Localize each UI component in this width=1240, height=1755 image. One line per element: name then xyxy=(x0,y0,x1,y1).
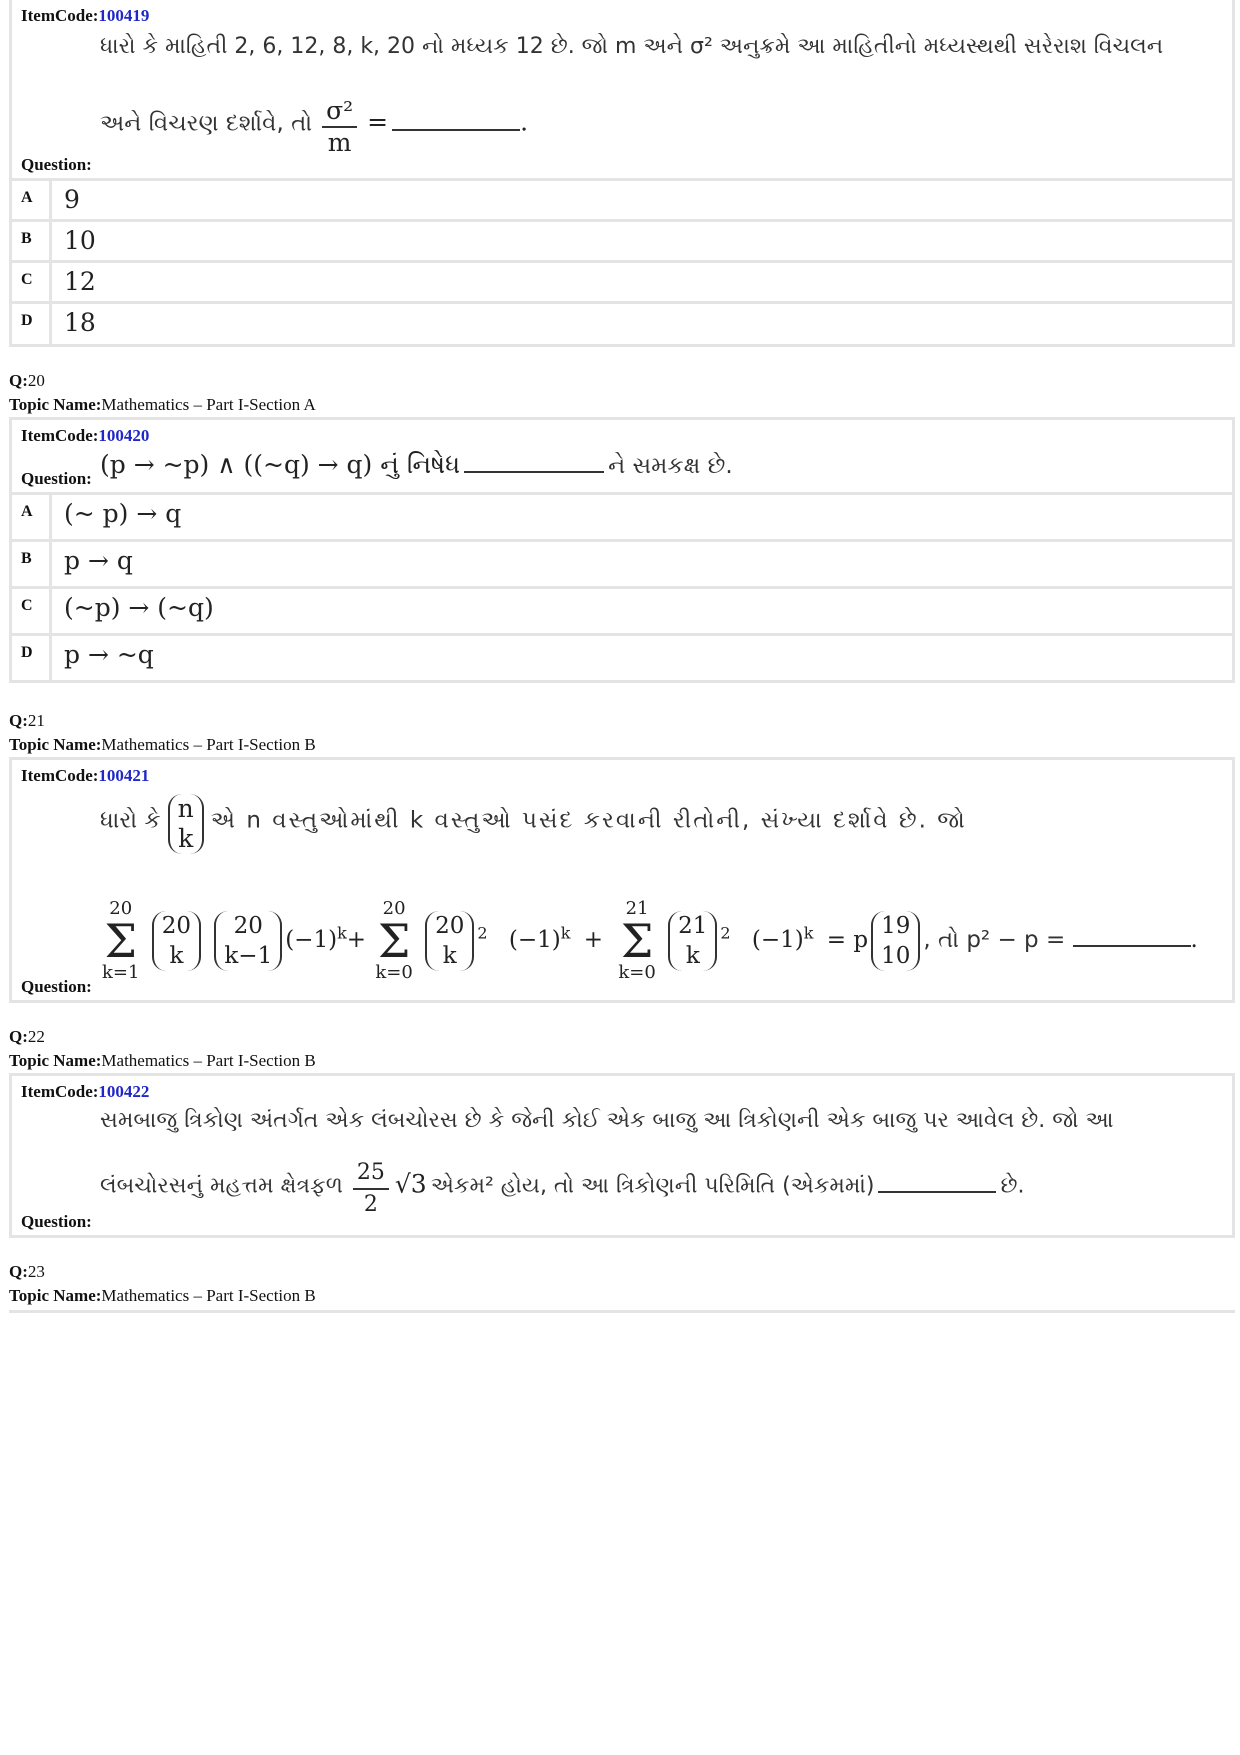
topic-name: Mathematics – Part I-Section B xyxy=(101,1051,316,1070)
option-value: (~ p) → q xyxy=(64,499,182,528)
question-text-part: લંબચોરસનું મહત્તમ ક્ષેત્રફળ xyxy=(100,1173,343,1199)
question-number: 22 xyxy=(27,1027,45,1046)
question-body xyxy=(12,1104,1232,1235)
fraction-numerator: 25 xyxy=(353,1158,389,1190)
question-number-label: Q: xyxy=(9,371,28,390)
topic-name: Mathematics – Part I-Section B xyxy=(101,1286,316,1305)
option-letter: C xyxy=(12,263,52,301)
option-letter: D xyxy=(12,304,52,344)
option-row[interactable] xyxy=(12,586,1232,633)
equals-sign: = xyxy=(367,107,389,137)
option-value: p → q xyxy=(64,546,133,575)
answer-blank xyxy=(878,1191,996,1193)
option-letter: A xyxy=(12,181,52,219)
question-label: Question: xyxy=(21,1212,92,1231)
option-letter: B xyxy=(12,222,52,260)
question-equation: 20 Σ k=1 20 k 20 k−1 $(-1)^k+$ 20 Σ k=0 20 k $^2$ $(-1)^k$ + 21 Σ k=0 21 k $^2$ $(-1)^k = p$ 19 10 , તો p² − p = . xyxy=(102,898,1198,983)
option-value: p → ~q xyxy=(64,640,154,669)
question-text-suffix: એ n વસ્તુઓમાંથી k વસ્તુઓ પસંદ કરવાની રીતોની, સંખ્યા દર્શાવે છે. જો xyxy=(210,807,967,834)
summation: 20 Σ k=0 xyxy=(375,898,413,983)
question-text xyxy=(100,450,733,480)
fraction xyxy=(353,1158,389,1220)
divider xyxy=(9,1310,1235,1313)
item-code-row xyxy=(12,760,1232,788)
question-text-prefix: ધારો કે xyxy=(100,807,161,834)
fraction xyxy=(322,96,357,158)
option-row[interactable] xyxy=(12,633,1232,680)
question-number: 21 xyxy=(27,711,45,730)
binomial: 19 10 xyxy=(871,911,920,971)
term: (−1) xyxy=(751,927,804,953)
item-code-label: ItemCode: xyxy=(21,766,99,785)
sqrt-term: √3 xyxy=(394,1169,427,1199)
item-code-label: ItemCode: xyxy=(21,426,99,445)
item-code-row xyxy=(12,1076,1232,1104)
summation: 20 Σ k=1 xyxy=(102,898,140,983)
term: (−1) xyxy=(285,927,338,953)
term: (−1) xyxy=(508,927,561,953)
option-letter: C xyxy=(12,589,52,633)
question-header-21 xyxy=(9,709,1235,757)
question-text-line2: અને વિચરણ દર્શાવે, તો $\frac{\text{σ²}}{m}$ = . xyxy=(100,96,529,157)
item-code-row xyxy=(12,0,1232,28)
question-header-22 xyxy=(9,1025,1235,1073)
binomial: 20 k xyxy=(152,911,201,971)
option-letter: D xyxy=(12,636,52,680)
item-code-label: ItemCode: xyxy=(21,1082,99,1101)
item-code-value: 100421 xyxy=(98,766,150,785)
item-code-row xyxy=(12,420,1232,448)
option-row[interactable] xyxy=(12,178,1232,219)
topic-label: Topic Name: xyxy=(9,395,102,414)
question-text-line1 xyxy=(100,794,967,854)
fraction-denominator: m xyxy=(327,128,352,157)
question-text-line1: સમબાજુ ત્રિકોણ અંતર્ગત એક લંબચોરસ છે કે જેની કોઈ એક બાજુ આ ત્રિકોણની એક બાજુ પર આવેલ છે. જો આ xyxy=(100,1108,1114,1133)
question-header-23 xyxy=(9,1260,1235,1308)
item-code-value: 100419 xyxy=(98,6,150,25)
question-body xyxy=(12,788,1232,1000)
question-tail: , તો p² − p = xyxy=(923,927,1066,953)
binomial: 20 k xyxy=(425,911,474,971)
binomial: 21 k xyxy=(668,911,717,971)
topic-label: Topic Name: xyxy=(9,1051,102,1070)
page xyxy=(9,0,1235,1313)
question-label: Question: xyxy=(21,977,92,996)
question-body xyxy=(12,28,1232,178)
question-card-22 xyxy=(9,1073,1235,1238)
fraction-denominator: 2 xyxy=(363,1192,378,1217)
answer-blank xyxy=(392,129,520,131)
question-expression: (p → ~p) ∧ ((~q) → q) નું નિષેધ xyxy=(100,450,461,479)
answer-blank xyxy=(464,471,604,473)
question-number: 23 xyxy=(27,1262,45,1281)
question-card-20 xyxy=(9,417,1235,683)
question-header-20 xyxy=(9,369,1235,417)
option-value: 18 xyxy=(64,308,96,337)
binomial: 20 k−1 xyxy=(214,911,282,971)
item-code-value: 100420 xyxy=(98,426,150,445)
option-value: (~p) → (~q) xyxy=(64,593,214,622)
topic-name: Mathematics – Part I-Section B xyxy=(101,735,316,754)
option-row[interactable] xyxy=(12,260,1232,301)
question-number-label: Q: xyxy=(9,711,28,730)
option-value: 12 xyxy=(64,267,96,296)
equals-p: = p xyxy=(826,927,869,953)
question-label: Question: xyxy=(21,155,92,174)
binomial: n k xyxy=(168,794,204,854)
option-row[interactable] xyxy=(12,492,1232,539)
item-code-label: ItemCode: xyxy=(21,6,99,25)
summation: 21 Σ k=0 xyxy=(618,898,656,983)
question-number-label: Q: xyxy=(9,1262,28,1281)
question-text-prefix: અને વિચરણ દર્શાવે, તો xyxy=(100,110,313,137)
topic-label: Topic Name: xyxy=(9,735,102,754)
answer-blank xyxy=(1073,945,1191,947)
fraction-numerator: σ² xyxy=(322,96,357,128)
question-body xyxy=(12,448,1232,492)
question-text-line1: ધારો કે માહિતી 2, 6, 12, 8, k, 20 નો મધ્યક 12 છે. જો m અને σ² અનુક્રમે આ માહિતીનો મધ્યસ્થથી સરેરાશ વિચલન xyxy=(100,34,1164,59)
option-letter: B xyxy=(12,542,52,586)
option-value: 10 xyxy=(64,226,96,255)
question-text-line2 xyxy=(100,1158,1024,1220)
question-suffix: ને સમકક્ષ છે. xyxy=(608,453,733,479)
question-text-part: છે. xyxy=(1000,1173,1025,1199)
question-card-21 xyxy=(9,757,1235,1003)
question-card-19 xyxy=(9,0,1235,347)
item-code-value: 100422 xyxy=(98,1082,150,1101)
option-letter: A xyxy=(12,495,52,539)
topic-name: Mathematics – Part I-Section A xyxy=(101,395,316,414)
option-row[interactable] xyxy=(12,539,1232,586)
option-row[interactable] xyxy=(12,219,1232,260)
question-text-part: એકમ² હોય, તો આ ત્રિકોણની પરિમિતિ (એકમમાં) xyxy=(430,1173,875,1199)
question-label: Question: xyxy=(21,469,92,488)
option-value: 9 xyxy=(64,185,80,214)
question-number: 20 xyxy=(27,371,45,390)
option-row[interactable] xyxy=(12,301,1232,344)
question-number-label: Q: xyxy=(9,1027,28,1046)
topic-label: Topic Name: xyxy=(9,1286,102,1305)
